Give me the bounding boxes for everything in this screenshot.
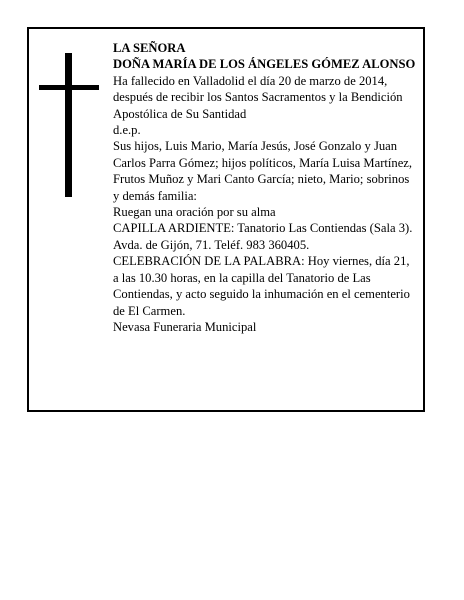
funeral-home: Nevasa Funeraria Municipal bbox=[113, 319, 257, 334]
chapel-info: CAPILLA ARDIENTE: Tanatorio Las Contiendas (Sala 3). Avda. de Gijón, 71. Teléf. 983 360405. bbox=[113, 221, 413, 252]
cross-icon bbox=[39, 53, 99, 197]
death-announcement: Ha fallecido en Valladolid el día 20 de marzo de 2014, después de recibir los Santos Sacramentos y la Bendición Apostólica de Su Santidad bbox=[113, 73, 403, 121]
notice-title: LA SEÑORA bbox=[113, 41, 186, 55]
dep-abbreviation: d.e.p. bbox=[113, 123, 141, 138]
celebration-info: CELEBRACIÓN DE LA PALABRA: Hoy viernes, día 21, a las 10.30 horas, en la capilla del Tanatorio de Las Contiendas, y acto seguido la inhumación en el cementerio de El Carmen. bbox=[113, 254, 410, 318]
family-list: Sus hijos, Luis Mario, María Jesús, José Gonzalo y Juan Carlos Parra Gómez; hijos políticos, María Luisa Martínez, Frutos Muñoz y Mari Canto García; nieto, Mario; sobrinos y demás familia: bbox=[113, 139, 413, 203]
obituary-text bbox=[113, 40, 418, 335]
deceased-name: DOÑA MARÍA DE LOS ÁNGELES GÓMEZ ALONSO bbox=[113, 57, 416, 72]
prayer-request: Ruegan una oración por su alma bbox=[113, 205, 276, 220]
